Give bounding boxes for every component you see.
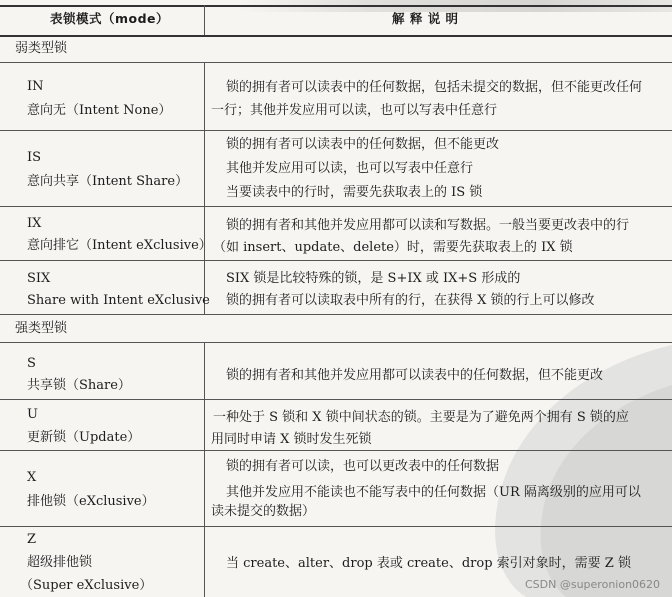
mode-description-line: 当要读表中的行时，需要先获取表上的 IS 锁 <box>226 185 483 200</box>
rule <box>0 450 672 451</box>
rule <box>0 342 672 343</box>
column-divider <box>204 62 205 314</box>
mode-code: SIX <box>27 271 51 286</box>
rule-top <box>0 5 672 7</box>
mode-description-line: 锁的拥有者可以读取表中所有的行，在获得 X 锁的行上可以修改 <box>226 293 595 308</box>
mode-description-line: （如 insert、update、delete）时，需要先获取表上的 IX 锁 <box>213 240 573 255</box>
mode-name: 超级排他锁 <box>27 555 93 570</box>
rule <box>0 526 672 527</box>
rule <box>0 260 672 261</box>
column-divider <box>204 342 205 597</box>
mode-description-line: 锁的拥有者和其他并发应用都可以读表中的任何数据，但不能更改 <box>226 368 604 383</box>
rule-under-header <box>0 35 672 37</box>
mode-description-line: 一种处于 S 锁和 X 锁中间状态的锁。主要是为了避免两个拥有 S 锁的应 <box>213 410 629 425</box>
mode-code: IX <box>27 216 42 231</box>
mode-name: 更新锁（Update） <box>27 430 141 445</box>
rule <box>0 399 672 400</box>
rule <box>0 206 672 207</box>
mode-description-line: 锁的拥有者可以读表中的任何数据，但不能更改 <box>226 137 500 152</box>
rule <box>0 314 672 315</box>
mode-description-line: 其他并发应用不能读也不能写表中的任何数据（UR 隔离级别的应用可以 <box>226 485 641 500</box>
header-mode-column: 表锁模式（mode） <box>50 11 170 26</box>
mode-name: 共享锁（Share） <box>27 378 131 393</box>
mode-description-line: 一行；其他并发应用可以读，也可以写表中任意行 <box>211 103 498 118</box>
mode-description-line: SIX 锁是比较特殊的锁，是 S+IX 或 IX+S 形成的 <box>226 271 521 286</box>
mode-name-secondary: （Super eXclusive） <box>20 578 153 593</box>
mode-description-line: 其他并发应用可以读，也可以写表中任意行 <box>226 161 474 176</box>
mode-description-line: 用同时申请 X 锁时发生死锁 <box>211 432 372 447</box>
csdn-watermark: CSDN @superonion0620 <box>525 578 661 591</box>
column-divider <box>204 5 205 35</box>
header-description-column: 解 释 说 明 <box>392 11 459 26</box>
mode-description-line: 锁的拥有者可以读，也可以更改表中的任何数据 <box>226 459 500 474</box>
mode-name: 意向共享（Intent Share） <box>27 174 189 189</box>
mode-code: X <box>27 470 37 485</box>
rule <box>0 130 672 131</box>
mode-code: U <box>27 407 38 422</box>
group-title-weak: 弱类型锁 <box>15 41 68 56</box>
mode-name: 意向排它（Intent eXclusive） <box>27 238 212 253</box>
mode-code: S <box>27 356 36 371</box>
mode-code: Z <box>27 532 37 547</box>
mode-code: IS <box>27 150 42 165</box>
mode-description-line: 锁的拥有者可以读表中的任何数据，包括未提交的数据，但不能更改任何 <box>226 80 643 95</box>
mode-description-line: 锁的拥有者和其他并发应用都可以读和写数据。一般当要更改表中的行 <box>226 218 630 233</box>
mode-code: IN <box>27 79 44 94</box>
mode-name: 意向无（Intent None） <box>27 103 172 118</box>
mode-description-line: 当 create、alter、drop 表或 create、drop 索引对象时，需要 Z 锁 <box>226 556 631 571</box>
mode-description-line: 读未提交的数据） <box>211 504 316 519</box>
group-title-strong: 强类型锁 <box>15 321 68 336</box>
mode-name: 排他锁（eXclusive） <box>27 494 155 509</box>
mode-name: Share with Intent eXclusive <box>27 293 210 308</box>
rule <box>0 62 672 63</box>
